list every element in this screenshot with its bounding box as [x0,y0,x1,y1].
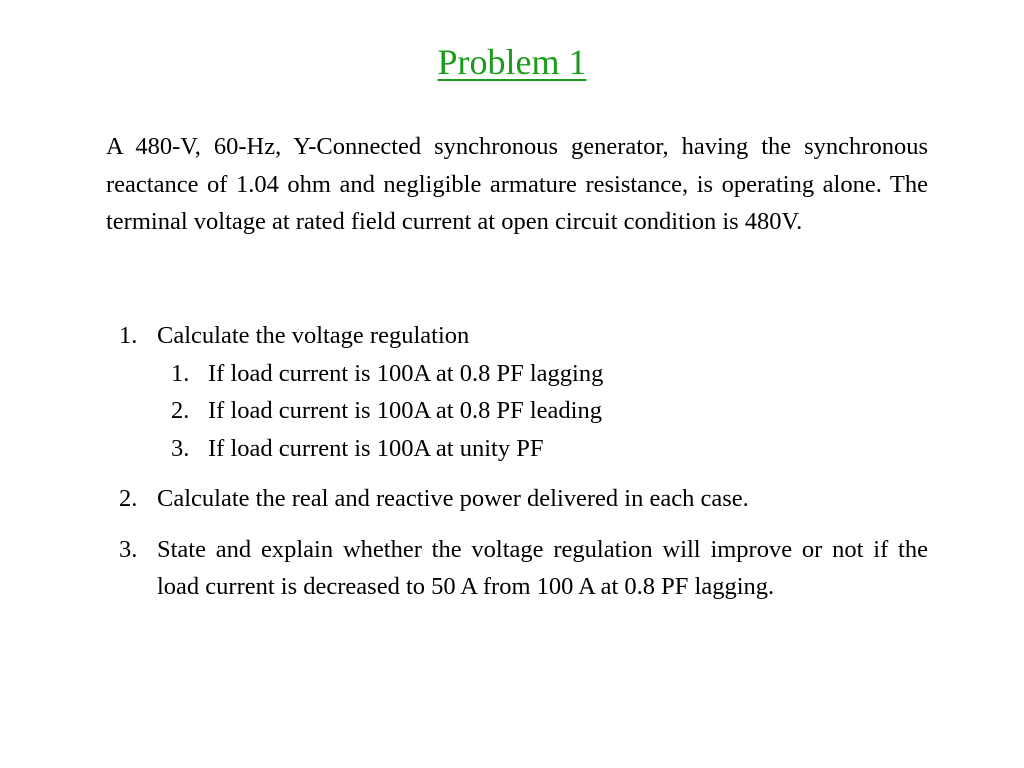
question-item [106,480,928,518]
question-list [106,317,928,619]
question-number: 2. [119,485,138,512]
question-item [106,317,928,467]
sub-question-item [157,430,928,468]
problem-statement: A 480-V, 60-Hz, Y-Connected synchronous generator, having the synchronous reactance of 1.04 ohm and negligible armature resistance, is operating alone. The terminal voltage at rated field current at open circuit condition is 480V. [106,133,928,235]
sub-question-text: If load current is 100A at unity PF [208,434,544,462]
sub-question-number: 1. [171,359,190,387]
sub-question-list [157,355,928,468]
question-number: 1. [119,322,138,349]
sub-question-number: 2. [171,397,190,424]
sub-question-number: 3. [171,434,190,462]
sub-question-text: If load current is 100A at 0.8 PF lagging [208,359,604,387]
question-number: 3. [119,535,138,563]
slide-title [0,40,1024,84]
question-text: Calculate the voltage regulation [157,322,470,349]
title-text: Problem 1 [437,42,587,82]
question-text: State and explain whether the voltage regulation will improve or not if the load current is decreased to 50 A from 100 A at 0.8 PF lagging. [157,535,928,600]
question-item [106,531,928,606]
question-text: Calculate the real and reactive power delivered in each case. [157,485,749,512]
sub-question-item [157,392,928,430]
sub-question-item [157,355,928,393]
sub-question-text: If load current is 100A at 0.8 PF leading [208,397,602,424]
